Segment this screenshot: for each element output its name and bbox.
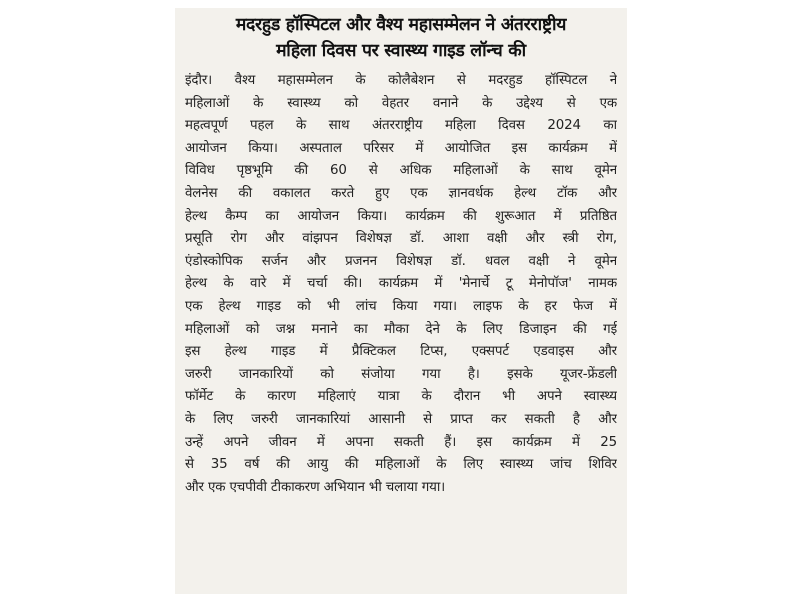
body-line: प्रसूति रोग और वांझपन विशेषज्ञ डॉ. आशा वक्षी और स्त्री रोग, [185, 231, 617, 247]
body-line: महिलाओं के स्वास्थ्य को वेहतर वनाने के उद्देश्य से एक [185, 95, 617, 111]
article-headline [185, 12, 617, 64]
headline-line-1: मदरहुड हॉस्पिटल और वैश्य महासम्मेलन ने अंतरराष्ट्रीय [235, 15, 567, 35]
body-line: महिलाओं को जश्न मनाने का मौका देने के लिए डिजाइन की गई [185, 321, 617, 337]
body-line: फॉर्मेट के कारण महिलाएं यात्रा के दौरान भी अपने स्वास्थ्य [185, 389, 617, 405]
body-line: विविध पृष्ठभूमि की 60 से अधिक महिलाओं के साथ वूमेन [185, 163, 617, 179]
body-line: से 35 वर्ष की आयु की महिलाओं के लिए स्वास्थ्य जांच शिविर [185, 457, 617, 473]
body-line: एंडोस्कोपिक सर्जन और प्रजनन विशेषज्ञ डॉ. धवल वक्षी ने वूमेन [185, 253, 617, 269]
body-line-last: और एक एचपीवी टीकाकरण अभियान भी चलाया गया। [185, 479, 446, 495]
body-line: के लिए जरुरी जानकारियां आसानी से प्राप्त कर सकती है और [185, 411, 617, 427]
body-line: महत्वपूर्ण पहल के साथ अंतरराष्ट्रीय महिला दिवस 2024 का [185, 118, 617, 134]
body-line: इस हेल्थ गाइड में प्रैक्टिकल टिप्स, एक्सपर्ट एडवाइस और [185, 344, 617, 360]
body-line: इंदौर। वैश्य महासम्मेलन के कोलैबेशन से मदरहुड हॉस्पिटल ने [185, 73, 617, 88]
headline-line-2: महिला दिवस पर स्वास्थ्य गाइड लॉन्च की [276, 41, 526, 61]
body-line: हेल्थ के वारे में चर्चा की। कार्यक्रम में 'मेनार्चे टू मेनोपॉज' नामक [185, 276, 617, 292]
body-line: आयोजन किया। अस्पताल परिसर में आयोजित इस कार्यक्रम में [185, 140, 617, 156]
body-line: उन्हें अपने जीवन में अपना सकती हैं। इस कार्यक्रम में 25 [185, 434, 617, 450]
body-line: एक हेल्थ गाइड को भी लांच किया गया। लाइफ के हर फेज में [185, 298, 617, 314]
body-line: वेलनेस की वकालत करते हुए एक ज्ञानवर्धक हेल्थ टॉक और [185, 185, 617, 201]
newspaper-clipping [175, 8, 627, 594]
body-line: हेल्थ कैम्प का आयोजन किया। कार्यक्रम की शुरूआत में प्रतिष्ठित [185, 208, 617, 224]
article-body [185, 70, 617, 499]
body-line: जरुरी जानकारियों को संजोया गया है। इसके यूजर-फ्रेंडली [185, 366, 617, 382]
